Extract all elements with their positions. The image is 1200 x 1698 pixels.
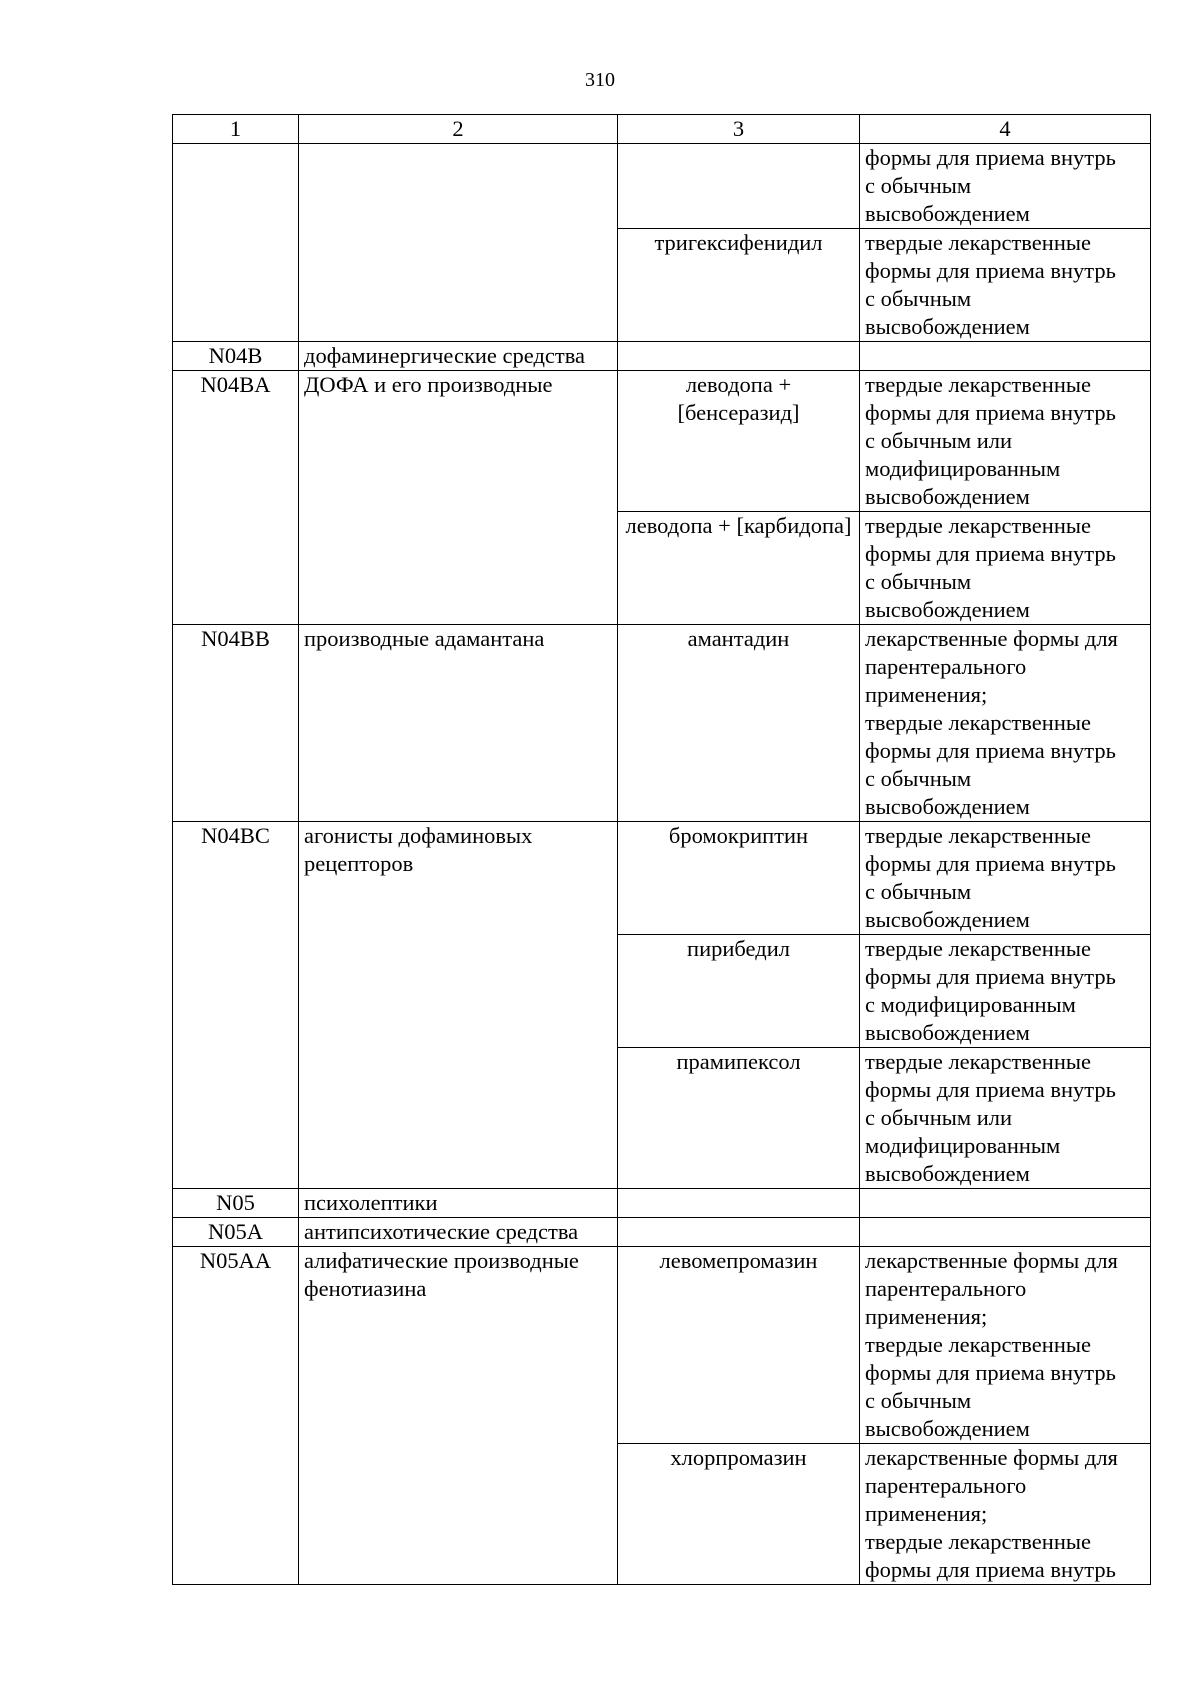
column-number: 2 xyxy=(299,115,618,144)
column-number: 3 xyxy=(618,115,860,144)
dosage-form-line: парентерального xyxy=(865,654,1027,679)
dosage-forms-cell xyxy=(860,822,1151,935)
column-number: 1 xyxy=(173,115,299,144)
table-row xyxy=(173,1189,1151,1218)
dosage-form-line: парентерального xyxy=(865,1473,1027,1498)
dosage-form-line: формы для приема внутрь xyxy=(865,145,1116,170)
atc-code-cell: N05AA xyxy=(173,1247,299,1585)
column-number: 4 xyxy=(860,115,1151,144)
dosage-form-line: с обычным xyxy=(865,1388,972,1413)
dosage-form-line: твердые лекарственные xyxy=(865,372,1091,397)
drug-name-cell: левомепромазин xyxy=(618,1247,860,1444)
dosage-form-line: формы для приема внутрь xyxy=(865,541,1116,566)
dosage-form-line: твердые лекарственные xyxy=(865,823,1091,848)
dosage-form-line: с обычным xyxy=(865,766,972,791)
dosage-form-line: высвобождением xyxy=(865,794,1030,819)
dosage-form-line: высвобождением xyxy=(865,1416,1030,1441)
dosage-form-line: формы для приема внутрь xyxy=(865,1360,1116,1385)
drug-name-cell: прамипексол xyxy=(618,1048,860,1189)
dosage-form-line: твердые лекарственные xyxy=(865,230,1091,255)
drug-name-cell: бромокриптин xyxy=(618,822,860,935)
dosage-form-line: лекарственные формы для xyxy=(865,1248,1118,1273)
column-number-row xyxy=(173,115,1151,144)
atc-code-cell: N04BC xyxy=(173,822,299,1189)
dosage-form-line: формы для приема внутрь xyxy=(865,1077,1116,1102)
drug-name-cell: амантадин xyxy=(618,625,860,822)
dosage-forms-cell xyxy=(860,1444,1151,1585)
table-row xyxy=(173,371,1151,512)
dosage-forms-cell xyxy=(860,1218,1151,1247)
dosage-form-line: высвобождением xyxy=(865,1161,1030,1186)
table-row xyxy=(173,342,1151,371)
dosage-form-line: модифицированным xyxy=(865,1133,1061,1158)
drug-name-cell xyxy=(618,144,860,229)
group-name-cell: агонисты дофаминовых рецепторов xyxy=(299,822,618,1189)
group-name-cell: ДОФА и его производные xyxy=(299,371,618,625)
dosage-forms-cell xyxy=(860,625,1151,822)
dosage-form-line: высвобождением xyxy=(865,201,1030,226)
dosage-form-line: применения; xyxy=(865,1304,988,1329)
dosage-form-line: твердые лекарственные xyxy=(865,513,1091,538)
dosage-forms-cell xyxy=(860,935,1151,1048)
dosage-form-line: высвобождением xyxy=(865,597,1030,622)
dosage-form-line: твердые лекарственные xyxy=(865,710,1091,735)
dosage-forms-cell xyxy=(860,1247,1151,1444)
dosage-forms-cell xyxy=(860,144,1151,229)
drug-name-cell: леводопа + [карбидопа] xyxy=(618,512,860,625)
dosage-form-line: лекарственные формы для xyxy=(865,1445,1118,1470)
dosage-form-line: с обычным или xyxy=(865,428,1013,453)
dosage-form-line: твердые лекарственные xyxy=(865,936,1091,961)
dosage-form-line: с обычным xyxy=(865,569,972,594)
group-name-cell: антипсихотические средства xyxy=(299,1218,618,1247)
atc-code-cell: N04BB xyxy=(173,625,299,822)
dosage-forms-cell xyxy=(860,342,1151,371)
drug-name-cell xyxy=(618,342,860,371)
drug-table xyxy=(172,114,1151,1585)
drug-name-cell xyxy=(618,1189,860,1218)
dosage-form-line: твердые лекарственные xyxy=(865,1049,1091,1074)
dosage-form-line: формы для приема внутрь xyxy=(865,1557,1116,1582)
dosage-form-line: формы для приема внутрь xyxy=(865,851,1116,876)
group-name-cell xyxy=(299,144,618,342)
dosage-form-line: формы для приема внутрь xyxy=(865,258,1116,283)
dosage-form-line: с обычным xyxy=(865,879,972,904)
atc-code-cell: N05 xyxy=(173,1189,299,1218)
dosage-forms-cell xyxy=(860,371,1151,512)
drug-name-cell xyxy=(618,1218,860,1247)
dosage-form-line: с модифицированным xyxy=(865,992,1076,1017)
group-name-cell: производные адамантана xyxy=(299,625,618,822)
atc-code-cell: N04B xyxy=(173,342,299,371)
dosage-form-line: формы для приема внутрь xyxy=(865,400,1116,425)
dosage-form-line: высвобождением xyxy=(865,907,1030,932)
dosage-form-line: с обычным или xyxy=(865,1105,1013,1130)
dosage-forms-cell xyxy=(860,1189,1151,1218)
group-name-cell: психолептики xyxy=(299,1189,618,1218)
table-row xyxy=(173,1247,1151,1444)
dosage-forms-cell xyxy=(860,1048,1151,1189)
dosage-forms-cell xyxy=(860,512,1151,625)
dosage-form-line: с обычным xyxy=(865,173,972,198)
table-body xyxy=(173,115,1151,1585)
dosage-form-line: парентерального xyxy=(865,1276,1027,1301)
dosage-forms-cell xyxy=(860,229,1151,342)
drug-name-cell: пирибедил xyxy=(618,935,860,1048)
dosage-form-line: формы для приема внутрь xyxy=(865,964,1116,989)
drug-name-cell: леводопа + [бенсеразид] xyxy=(618,371,860,512)
atc-code-cell: N04BA xyxy=(173,371,299,625)
atc-code-cell xyxy=(173,144,299,342)
dosage-form-line: лекарственные формы для xyxy=(865,626,1118,651)
table-row xyxy=(173,1218,1151,1247)
dosage-form-line: формы для приема внутрь xyxy=(865,738,1116,763)
group-name-cell: дофаминергические средства xyxy=(299,342,618,371)
dosage-form-line: твердые лекарственные xyxy=(865,1332,1091,1357)
dosage-form-line: применения; xyxy=(865,682,988,707)
dosage-form-line: высвобождением xyxy=(865,484,1030,509)
page-number: 310 xyxy=(585,69,615,91)
table-row xyxy=(173,144,1151,229)
dosage-form-line: применения; xyxy=(865,1501,988,1526)
dosage-form-line: высвобождением xyxy=(865,1020,1030,1045)
group-name-cell: алифатические производные фенотиазина xyxy=(299,1247,618,1585)
drug-name-cell: тригексифенидил xyxy=(618,229,860,342)
table-row xyxy=(173,822,1151,935)
table-row xyxy=(173,625,1151,822)
dosage-form-line: модифицированным xyxy=(865,456,1061,481)
drug-name-cell: хлорпромазин xyxy=(618,1444,860,1585)
dosage-form-line: с обычным xyxy=(865,286,972,311)
dosage-form-line: высвобождением xyxy=(865,314,1030,339)
atc-code-cell: N05A xyxy=(173,1218,299,1247)
dosage-form-line: твердые лекарственные xyxy=(865,1529,1091,1554)
